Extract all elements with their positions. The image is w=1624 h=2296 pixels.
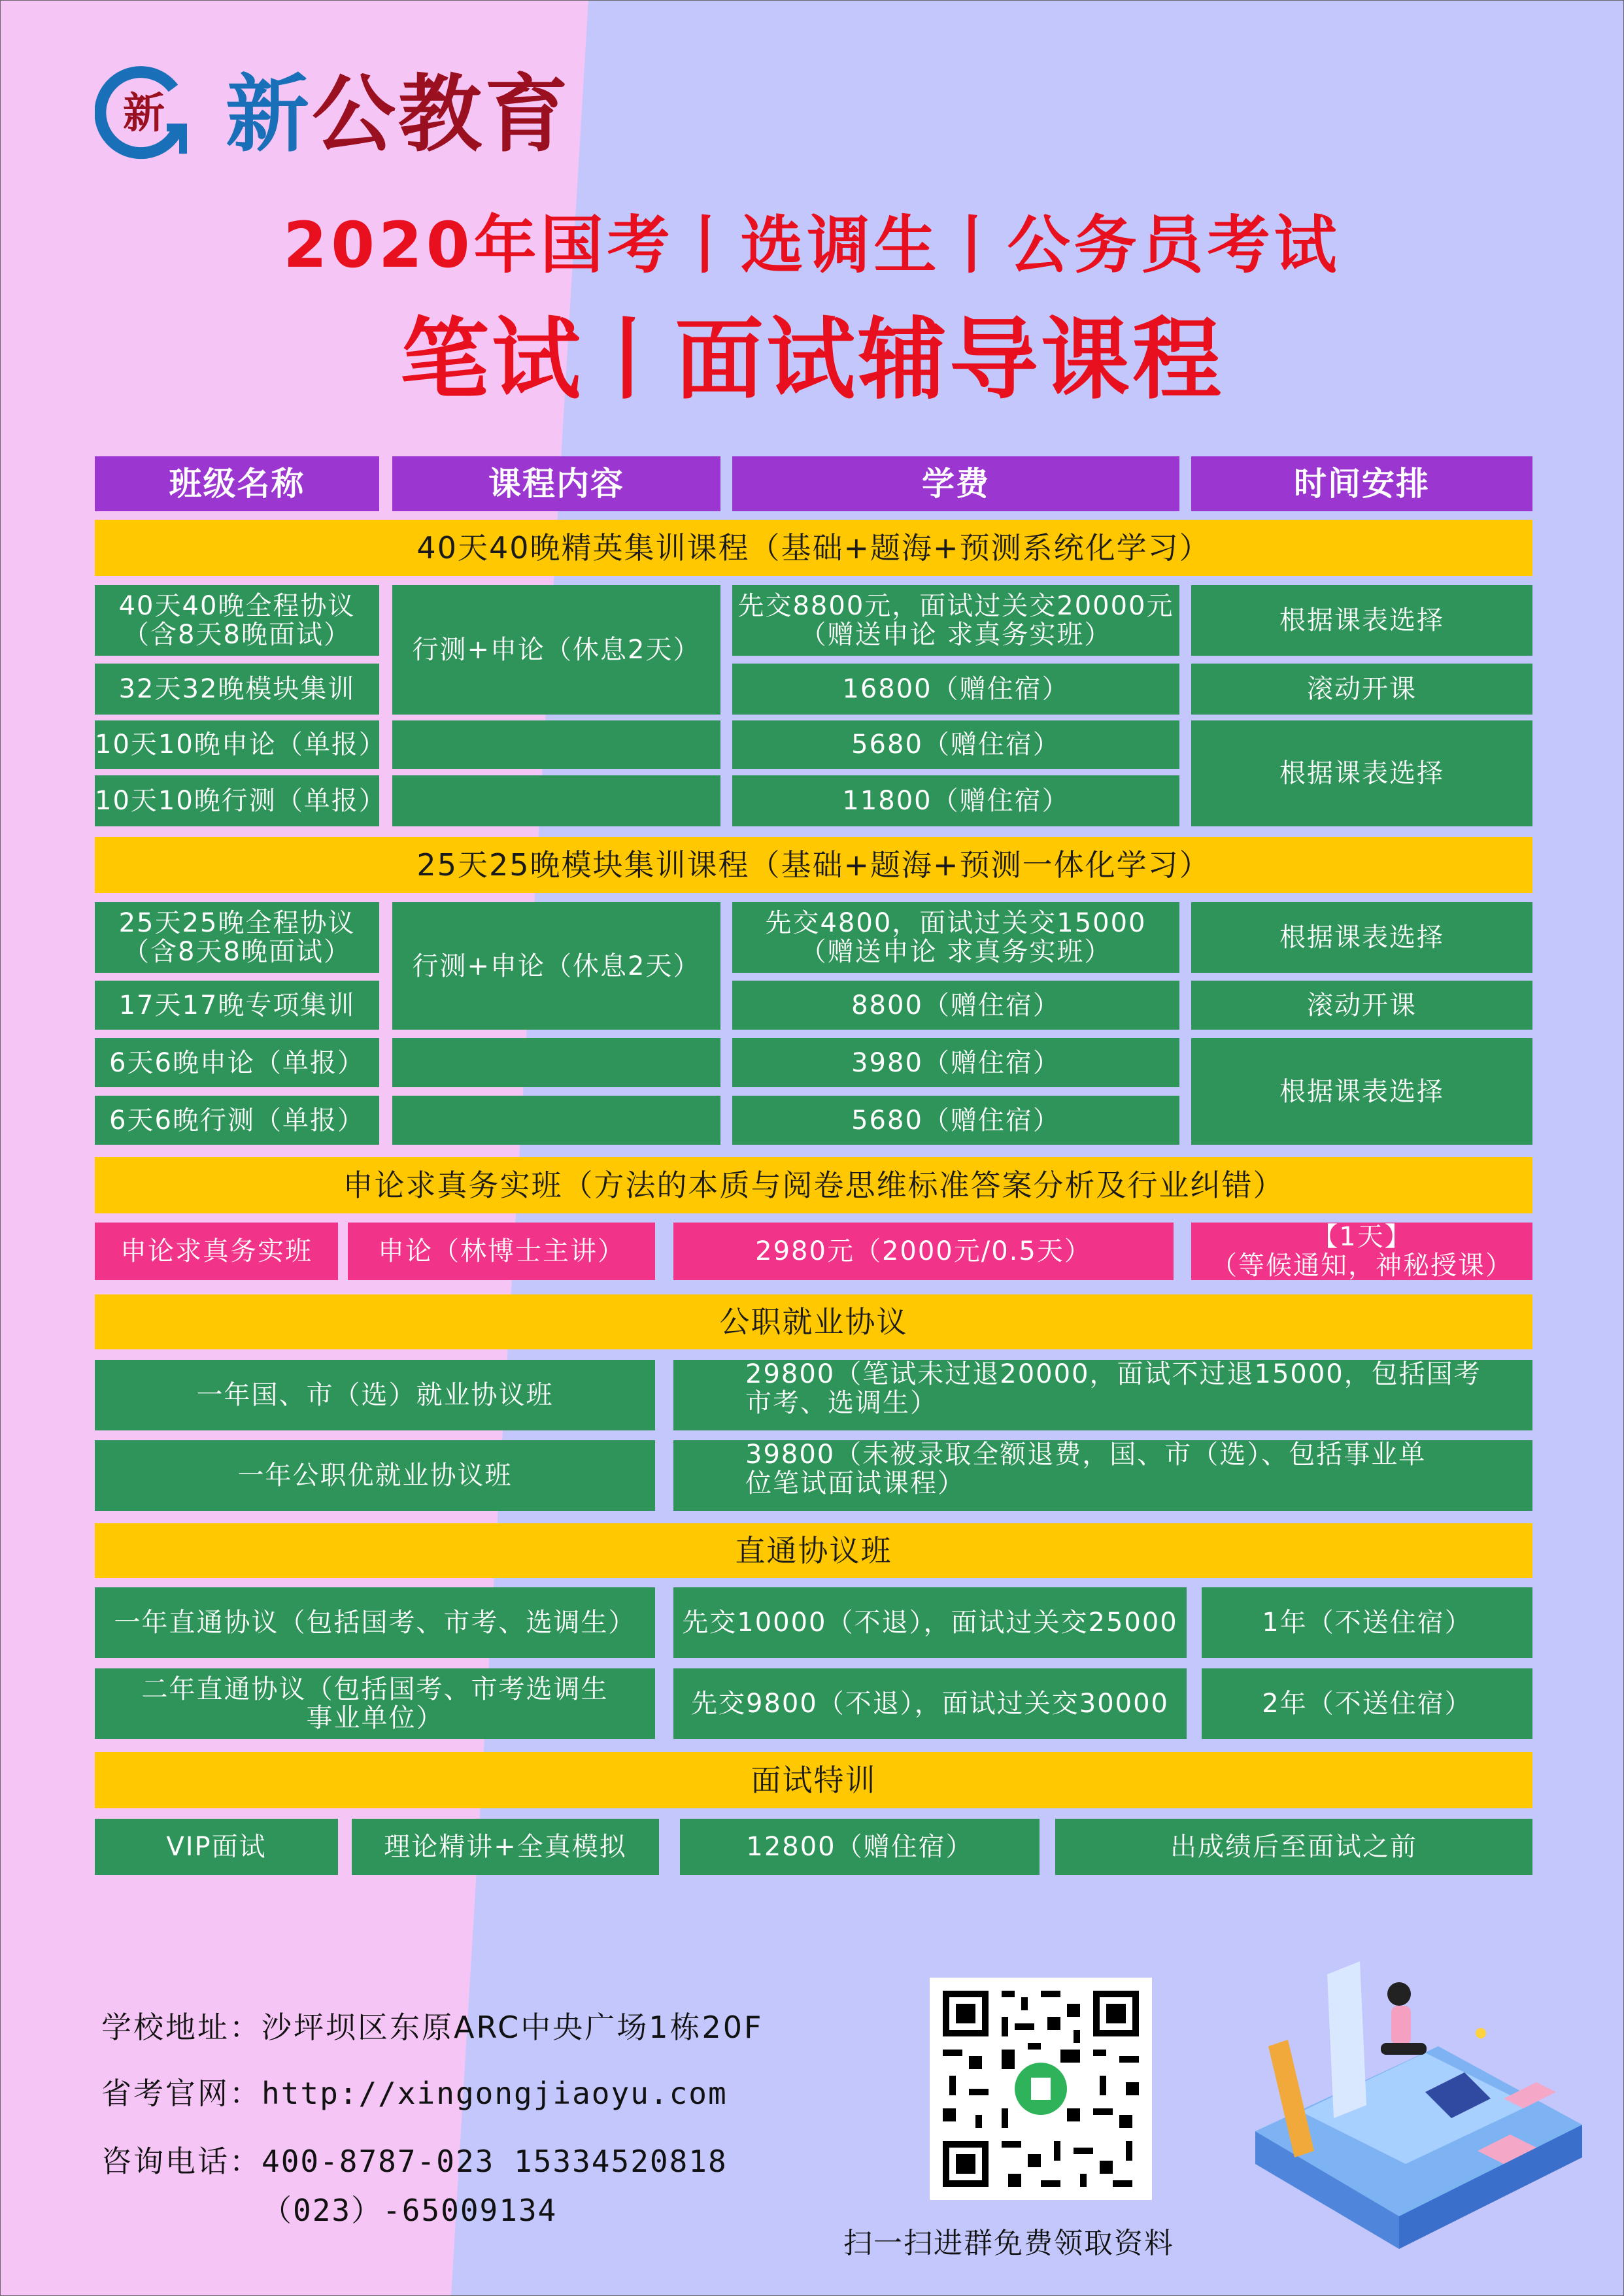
s2-row3-content	[392, 1038, 720, 1087]
logo-icon	[95, 62, 193, 160]
s3-name: 申论求真务实班	[95, 1223, 338, 1280]
header-fee: 学费	[732, 456, 1179, 511]
s1-row4-name: 10天10晚行测（单报）	[95, 775, 379, 826]
website-line: 省考官网：http://xingongjiaoyu.com	[101, 2076, 728, 2111]
qr-caption: 扫一扫进群免费领取资料	[843, 2227, 1174, 2260]
qr-code-icon	[930, 1978, 1152, 2200]
s1-row2-name: 32天32晚模块集训	[95, 664, 379, 715]
s1-content: 行测+申论（休息2天）	[392, 585, 720, 715]
section1-band: 40天40晚精英集训课程（基础+题海+预测系统化学习）	[95, 520, 1532, 576]
s2-row3-fee: 3980（赠住宿）	[732, 1038, 1179, 1087]
section5-band: 直通协议班	[95, 1523, 1532, 1578]
section3-band: 申论求真务实班（方法的本质与阅卷思维标准答案分析及行业纠错）	[95, 1157, 1532, 1213]
website-link[interactable]: http://xingongjiaoyu.com	[262, 2076, 728, 2111]
s2-row4-name: 6天6晚行测（单报）	[95, 1096, 379, 1145]
s2-row1-name: 25天25晚全程协议 （含8天8晚面试）	[95, 902, 379, 973]
s1-row34-time: 根据课表选择	[1191, 720, 1532, 826]
s2-row2-name: 17天17晚专项集训	[95, 981, 379, 1030]
logo-char: 新	[123, 90, 165, 138]
header-class-name: 班级名称	[95, 456, 379, 511]
s1-row1-name: 40天40晚全程协议 （含8天8晚面试）	[95, 585, 379, 656]
title-line1: 2020年国考丨选调生丨公务员考试	[283, 209, 1341, 282]
s1-row4-content	[392, 775, 720, 826]
s6-content: 理论精讲+全真模拟	[352, 1819, 659, 1875]
s4-row1-name: 一年国、市（选）就业协议班	[95, 1360, 655, 1430]
header-content: 课程内容	[392, 456, 720, 511]
s1-row2-fee: 16800（赠住宿）	[732, 664, 1179, 715]
s5-row1-name: 一年直通协议（包括国考、市考、选调生）	[95, 1587, 655, 1658]
s2-row34-time: 根据课表选择	[1191, 1038, 1532, 1145]
s5-row2-time: 2年（不送住宿）	[1202, 1668, 1532, 1739]
s1-row3-content	[392, 720, 720, 769]
s5-row2-fee: 先交9800（不退），面试过关交30000	[673, 1668, 1187, 1739]
s6-fee: 12800（赠住宿）	[680, 1819, 1040, 1875]
s1-row2-time: 滚动开课	[1191, 664, 1532, 715]
s5-row1-fee: 先交10000（不退），面试过关交25000	[673, 1587, 1187, 1658]
title-line2: 笔试丨面试辅导课程	[400, 309, 1224, 412]
section4-band: 公职就业协议	[95, 1294, 1532, 1349]
s1-row1-time: 根据课表选择	[1191, 585, 1532, 656]
s3-fee: 2980元（2000元/0.5天）	[673, 1223, 1174, 1280]
s5-row2-name: 二年直通协议（包括国考、市考选调生 事业单位）	[95, 1668, 655, 1739]
s1-row3-fee: 5680（赠住宿）	[732, 720, 1179, 769]
study-illustration	[1229, 1935, 1595, 2288]
s2-row2-fee: 8800（赠住宿）	[732, 981, 1179, 1030]
s1-row1-fee: 先交8800元，面试过关交20000元 （赠送申论 求真务实班）	[732, 585, 1179, 656]
s2-row2-time: 滚动开课	[1191, 981, 1532, 1030]
s2-row4-fee: 5680（赠住宿）	[732, 1096, 1179, 1145]
s6-name: VIP面试	[95, 1819, 338, 1875]
qr-code[interactable]	[930, 1978, 1152, 2200]
s3-time: 【1天】 （等候通知，神秘授课）	[1191, 1223, 1532, 1280]
s6-time: 出成绩后至面试之前	[1055, 1819, 1532, 1875]
s4-row2-name: 一年公职优就业协议班	[95, 1440, 655, 1511]
brand-name: 新公教育	[226, 66, 571, 163]
header-schedule: 时间安排	[1191, 456, 1532, 511]
phone-line2: （023）-65009134	[262, 2193, 558, 2228]
s2-row1-time: 根据课表选择	[1191, 902, 1532, 973]
s4-row2-fee: 39800（未被录取全额退费，国、市（选）、包括事业单 位笔试面试课程）	[673, 1440, 1532, 1511]
s2-row3-name: 6天6晚申论（单报）	[95, 1038, 379, 1087]
section6-band: 面试特训	[95, 1752, 1532, 1808]
address-line: 学校地址：沙坪坝区东原ARC中央广场1栋20F	[101, 2010, 764, 2045]
s2-row1-fee: 先交4800，面试过关交15000 （赠送申论 求真务实班）	[732, 902, 1179, 973]
s1-row3-name: 10天10晚申论（单报）	[95, 720, 379, 769]
phone-line: 咨询电话：400-8787-023 15334520818	[101, 2144, 728, 2179]
section2-band: 25天25晚模块集训课程（基础+题海+预测一体化学习）	[95, 837, 1532, 893]
s2-row4-content	[392, 1096, 720, 1145]
s3-content: 申论（林博士主讲）	[348, 1223, 655, 1280]
s1-row4-fee: 11800（赠住宿）	[732, 775, 1179, 826]
s2-content: 行测+申论（休息2天）	[392, 902, 720, 1030]
s5-row1-time: 1年（不送住宿）	[1202, 1587, 1532, 1658]
s4-row1-fee: 29800（笔试未过退20000，面试不过退15000，包括国考 市考、选调生）	[673, 1360, 1532, 1430]
